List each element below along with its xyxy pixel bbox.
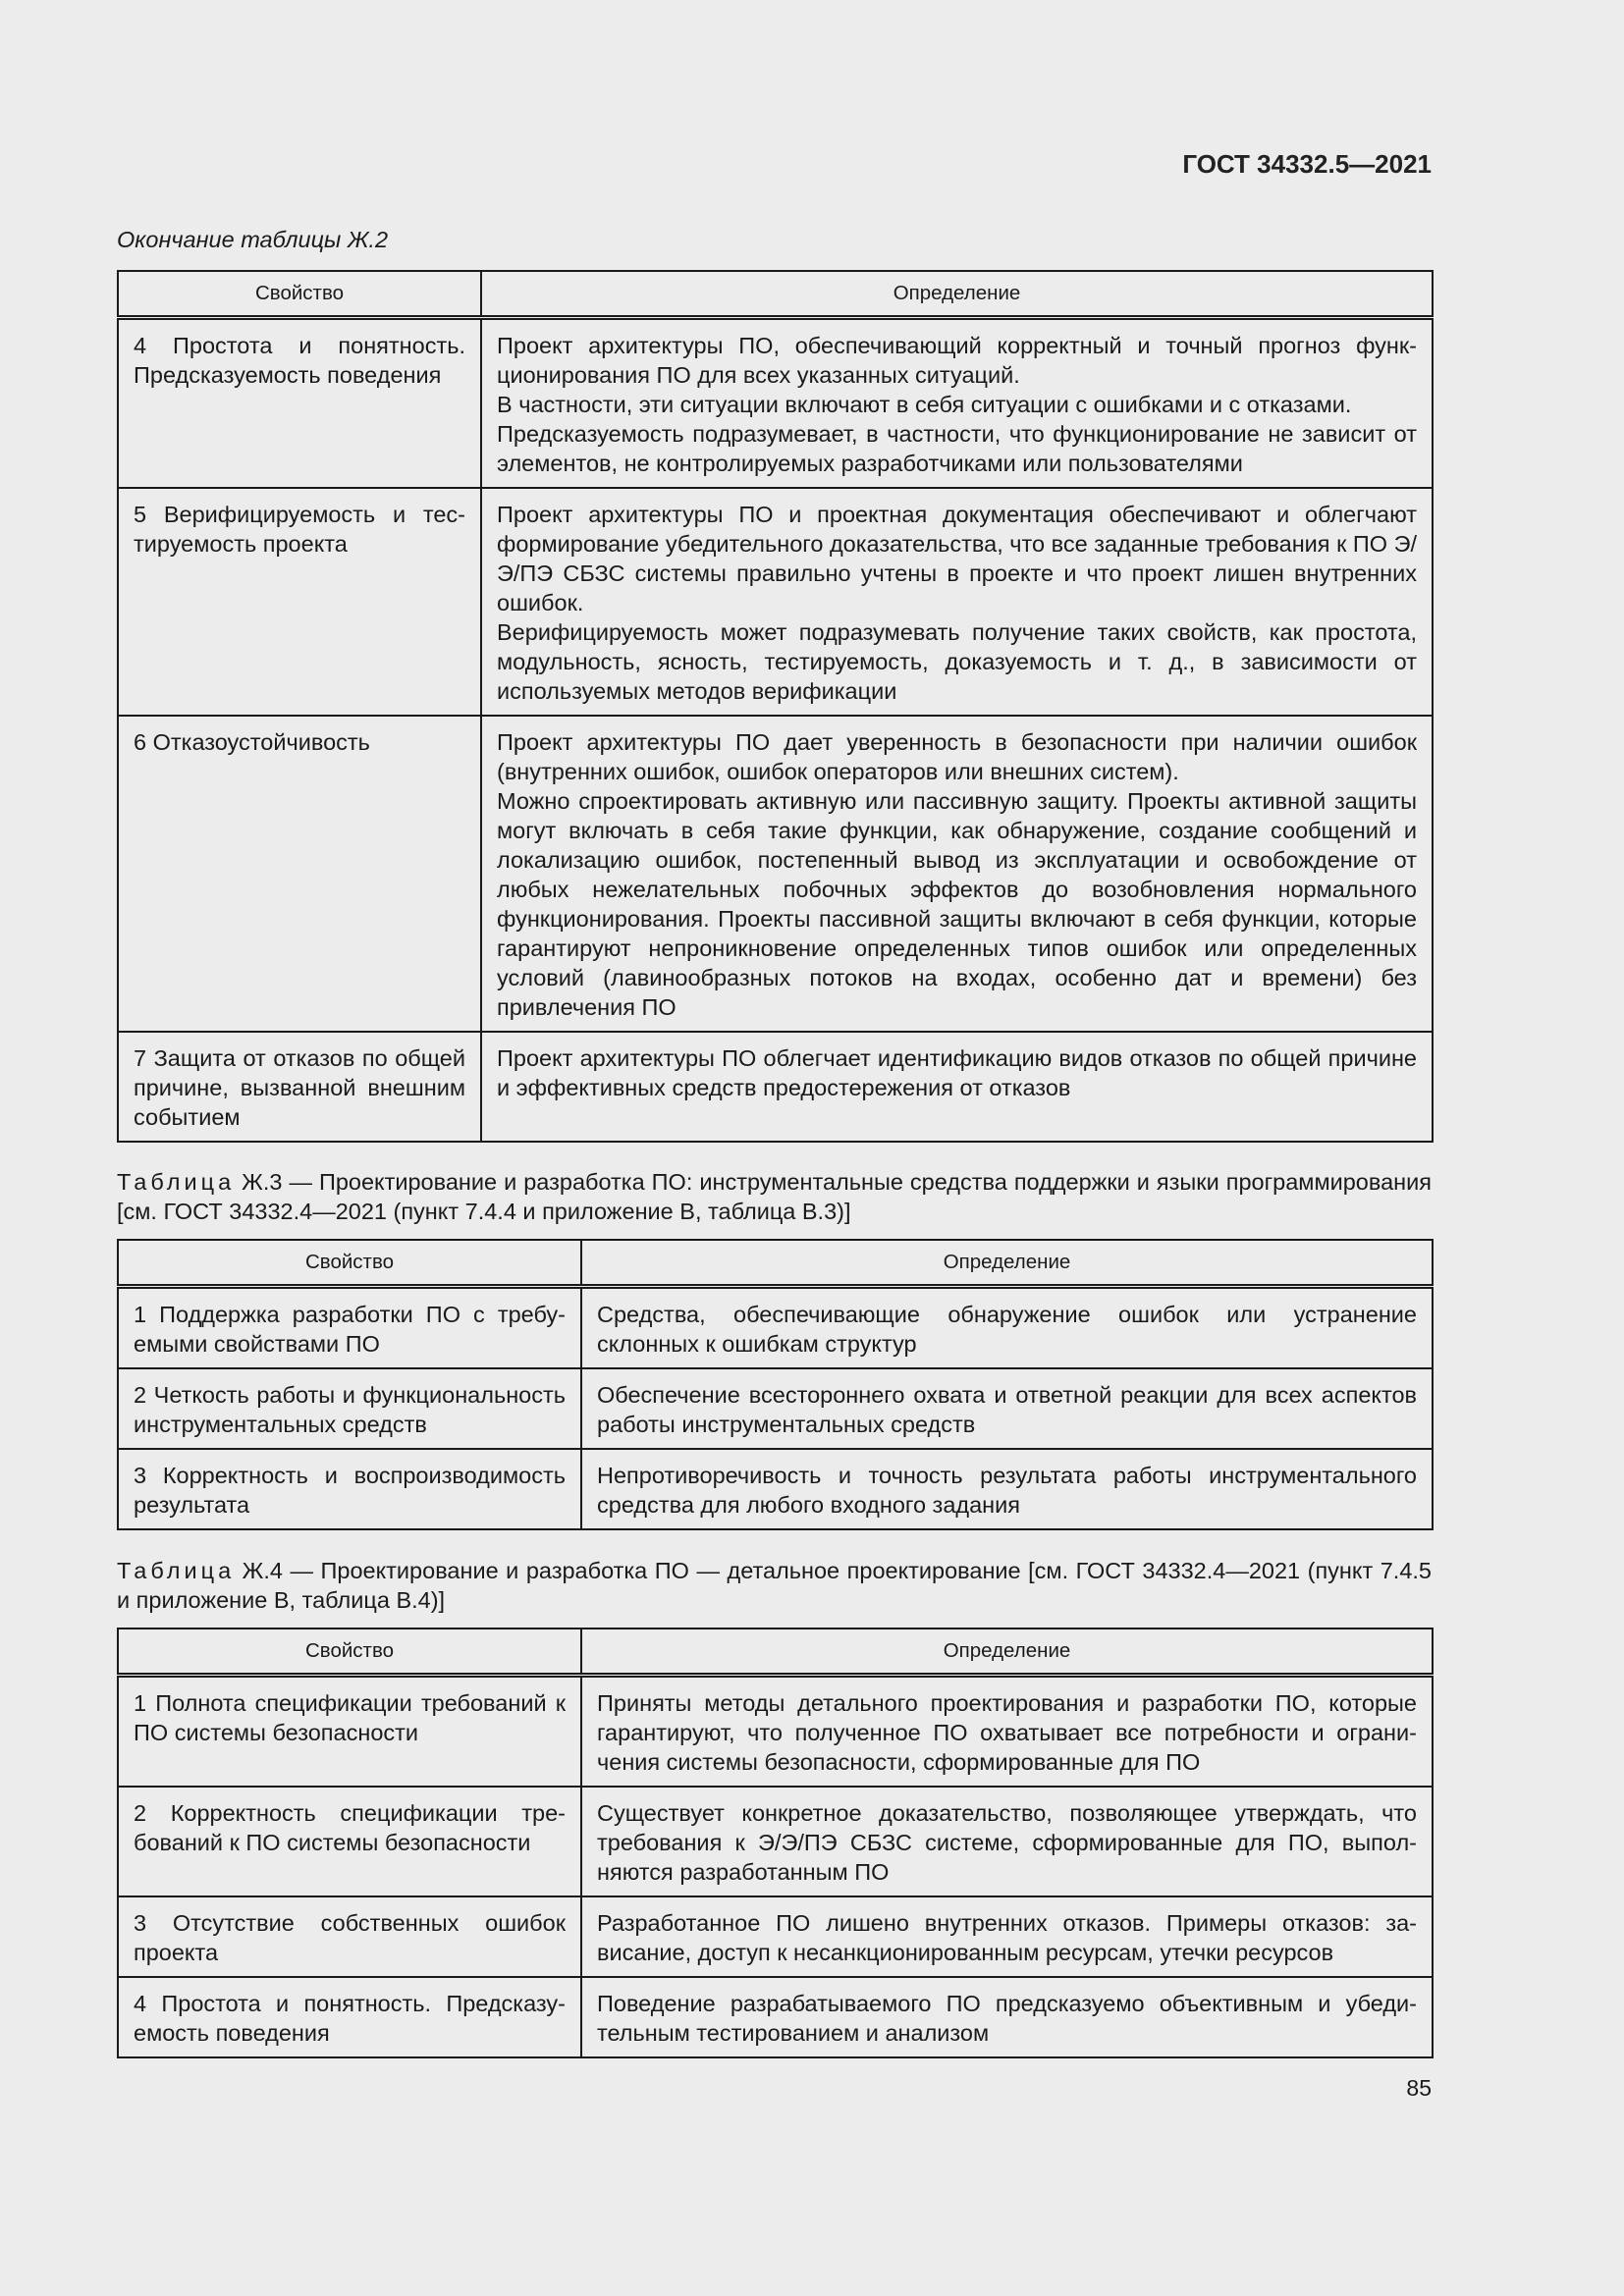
table-title: Ж.4 — Проектирование и разработка ПО — детальное проектирование [см. ГОСТ 34332.4—2021 (пункт 7.4.5 и приложение В, таблица В.4)] — [117, 1558, 1432, 1613]
column-header-definition: Определение — [481, 271, 1433, 318]
definition-cell — [481, 716, 1433, 1032]
definition-cell — [481, 318, 1433, 489]
column-header-property: Свойство — [118, 1240, 581, 1287]
table-row — [118, 318, 1433, 489]
property-cell: 5 Верифицируемость и тестируемость проекта — [118, 488, 481, 716]
table-zh2 — [117, 270, 1434, 1143]
property-cell: 1 Поддержка разработки ПО с требуемыми свойствами ПО — [118, 1287, 581, 1369]
page-number: 85 — [1406, 2075, 1432, 2101]
table-header-row — [118, 1629, 1433, 1676]
property-cell: 3 Отсутствие собственных ошибок проекта — [118, 1896, 581, 1977]
property-cell: 1 Полнота спецификации требований к ПО системы безопасности — [118, 1676, 581, 1788]
property-cell: 4 Простота и понятность. Предсказуемость поведения — [118, 1977, 581, 2057]
definition-cell: Поведение разрабатываемого ПО предсказуемо объективным и убедительным тестированием и анализом — [581, 1977, 1433, 2057]
table-row — [118, 716, 1433, 1032]
definition-cell — [481, 1032, 1433, 1142]
table-row — [118, 1032, 1433, 1142]
table-label: Таблица — [117, 1558, 236, 1583]
table-row — [118, 1676, 1433, 1788]
definition-cell: Разработанное ПО лишено внутренних отказов. Примеры отказов: зависание, доступ к несанкционированным ресурсам, утечки ресурсов — [581, 1896, 1433, 1977]
table-label: Таблица — [117, 1169, 236, 1195]
property-cell: 4 Простота и понятность. Предсказуемость поведения — [118, 318, 481, 489]
table-zh3 — [117, 1239, 1434, 1530]
definition-paragraph: Можно спроектировать активную или пассивную защиту. Проекты активной защиты могут включать в себя такие функции, как обнаружение, создание сообщений и локализацию ошибок, постепенный вывод из эксплуатации и освобождение от любых нежелательных побочных эффектов до возобновления нормального функционирования. Проекты пассивной защиты включают в себя функции, которые гарантируют непроникновение определенных типов ошибок или определенных условий (лавинообразных потоков на входах, особенно дат и времени) без привлечения ПО — [497, 788, 1417, 1020]
property-cell: 3 Корректность и воспроизводимость результата — [118, 1449, 581, 1529]
column-header-definition: Определение — [581, 1240, 1433, 1287]
definition-paragraph: Проект архитектуры ПО дает уверенность в безопасности при наличии ошибок (внутренних ошибок, ошибок операторов или внешних систем). — [497, 729, 1417, 784]
property-cell: 2 Четкость работы и функциональность инструментальных средств — [118, 1368, 581, 1449]
definition-paragraph: Проект архитектуры ПО облегчает идентификацию видов отказов по общей причине и эффективных средств предостережения от отказов — [497, 1045, 1417, 1100]
column-header-definition: Определение — [581, 1629, 1433, 1676]
table-row — [118, 1287, 1433, 1369]
property-cell: 6 Отказоустойчивость — [118, 716, 481, 1032]
definition-paragraph: Проект архитектуры ПО и проектная документация обеспечивают и облегчают формирование убедительного доказательства, что все заданные требования к ПО Э/Э/ПЭ СБЗС системы правильно учтены в проекте и что проект лишен внутренних ошибок. — [497, 502, 1417, 615]
column-header-property: Свойство — [118, 271, 481, 318]
table-header-row — [118, 271, 1433, 318]
definition-paragraph: В частности, эти ситуации включают в себя ситуации с ошибками и с отказами. — [497, 392, 1352, 417]
property-cell: 2 Корректность спецификации требований к ПО системы безопасности — [118, 1787, 581, 1896]
standard-header: ГОСТ 34332.5—2021 — [1182, 149, 1432, 179]
definition-paragraph: Проект архитектуры ПО, обеспечивающий корректный и точный прогноз функционирования ПО для всех указанных ситуаций. — [497, 333, 1417, 388]
definition-cell — [481, 488, 1433, 716]
property-cell: 7 Защита от отказов по общей причине, вызванной внешним событием — [118, 1032, 481, 1142]
table-row — [118, 1368, 1433, 1449]
table-zh3-caption — [117, 1167, 1432, 1226]
table-row — [118, 1449, 1433, 1529]
table-zh4 — [117, 1628, 1434, 2058]
table-row — [118, 1977, 1433, 2057]
table-zh2-caption: Окончание таблицы Ж.2 — [117, 227, 389, 252]
table-title: Ж.3 — Проектирование и разработка ПО: инструментальные средства поддержки и языки программирования [см. ГОСТ 34332.4—2021 (пункт 7.4.4 и приложение В, таблица В.3)] — [117, 1169, 1432, 1224]
table-zh4-caption — [117, 1556, 1432, 1615]
table-row — [118, 1787, 1433, 1896]
table-row — [118, 1896, 1433, 1977]
column-header-property: Свойство — [118, 1629, 581, 1676]
definition-cell: Существует конкретное доказательство, позволяющее утверждать, что требования к Э/Э/ПЭ СБЗС системе, сформированные для ПО, выполняются разработанным ПО — [581, 1787, 1433, 1896]
definition-cell: Непротиворечивость и точность результата работы инструментального средства для любого входного задания — [581, 1449, 1433, 1529]
table-row — [118, 488, 1433, 716]
definition-cell: Средства, обеспечивающие обнаружение ошибок или устранение склонных к ошибкам структур — [581, 1287, 1433, 1369]
definition-paragraph: Верифицируемость может подразумевать получение таких свойств, как простота, модульность, ясность, тестируемость, доказуемость и т. д., в зависимости от используемых методов верификации — [497, 619, 1417, 704]
definition-cell: Приняты методы детального проектирования и разработки ПО, которые гарантируют, что полученное ПО охватывает все потребности и ограничения системы безопасности, сформированные для ПО — [581, 1676, 1433, 1788]
definition-cell: Обеспечение всестороннего охвата и ответной реакции для всех аспектов работы инструментальных средств — [581, 1368, 1433, 1449]
table-header-row — [118, 1240, 1433, 1287]
definition-paragraph: Предсказуемость подразумевает, в частности, что функционирование не зависит от элементов, не контролируемых разработчиками или пользователями — [497, 421, 1417, 476]
